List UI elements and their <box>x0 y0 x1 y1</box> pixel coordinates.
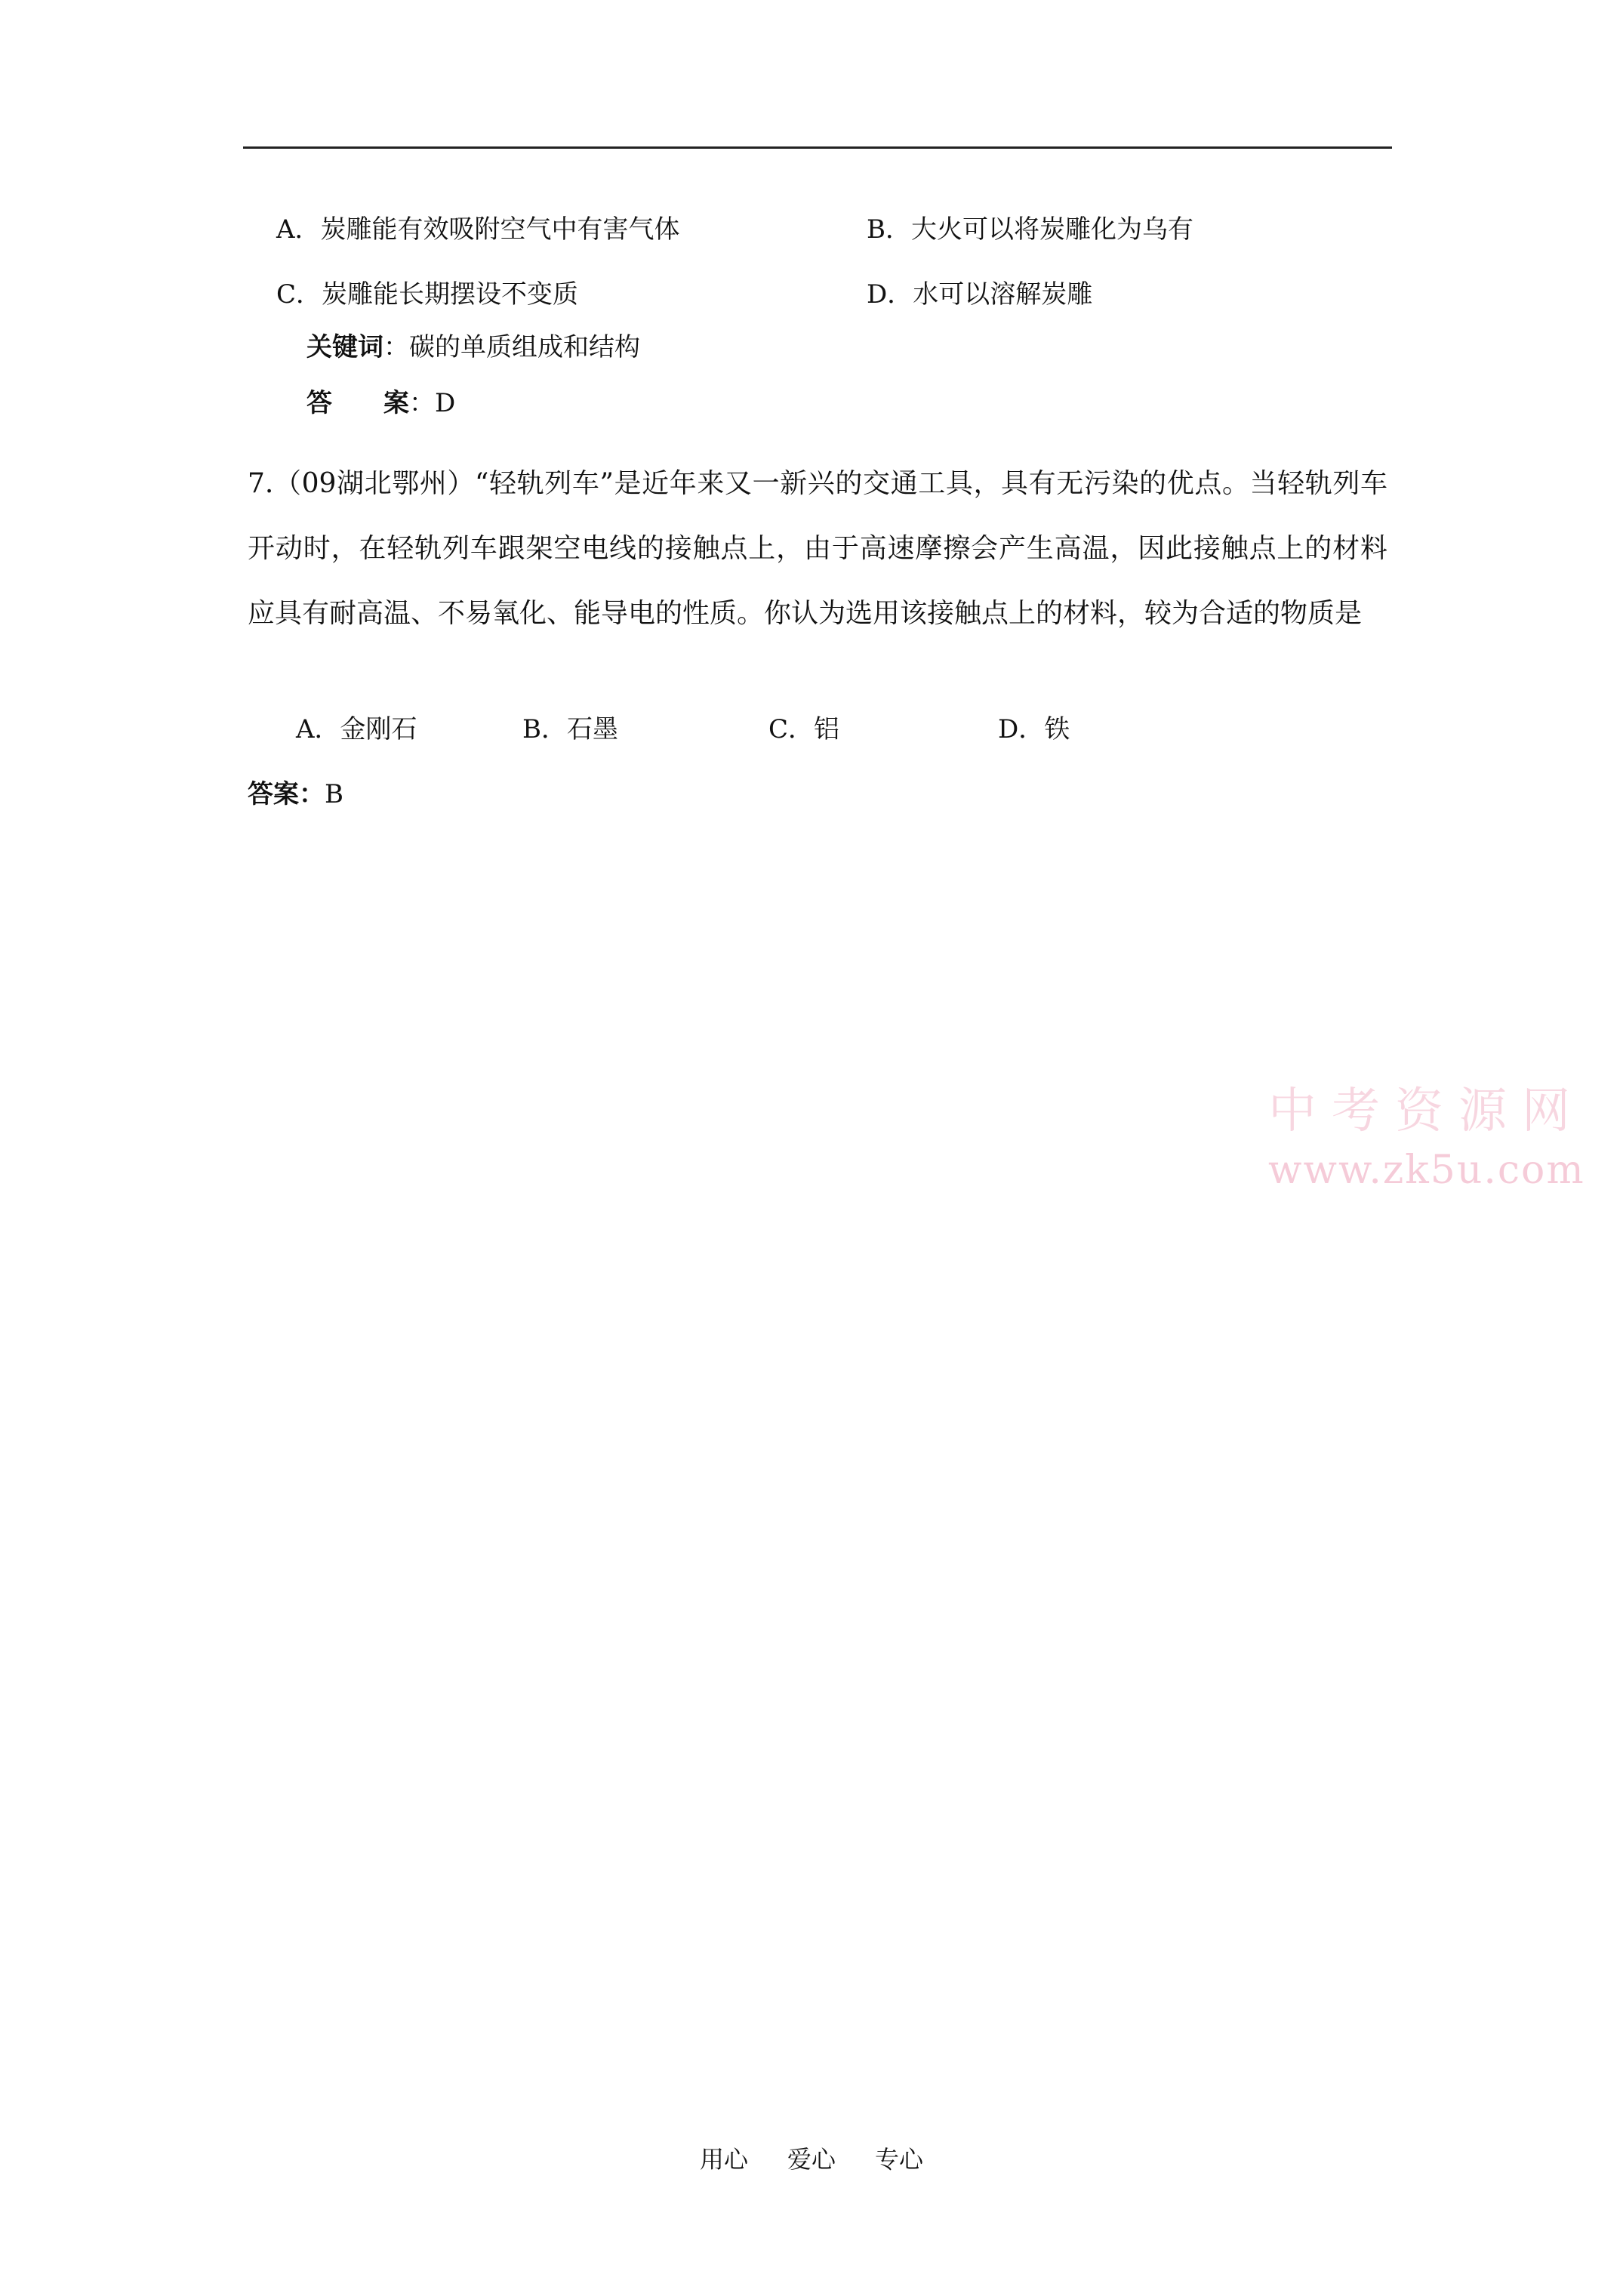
q7-option-d: D．铁 <box>998 714 1070 744</box>
keyword-label: 关键词 <box>306 332 383 362</box>
q6-option-c: C．炭雕能长期摆设不变质 <box>276 279 579 310</box>
q7-answer <box>248 778 343 811</box>
header-rule <box>243 146 1392 149</box>
footer-item: 专心 <box>875 2145 924 2174</box>
q7-option-c: C．铝 <box>768 714 840 744</box>
footer-item: 用心 <box>699 2145 748 2174</box>
q7-answer-text: B <box>325 779 343 809</box>
q6-answer <box>306 387 455 420</box>
q6-keyword <box>306 331 640 364</box>
watermark-site-name: 中考资源网 <box>1268 1083 1585 1139</box>
keyword-text: ：碳的单质组成和结构 <box>383 332 640 362</box>
q6-option-a: A．炭雕能有效吸附空气中有害气体 <box>276 214 680 245</box>
answer-label: 答 案 <box>306 388 409 418</box>
watermark-url: www.zk5u.com <box>1268 1148 1585 1193</box>
footer-item: 爱心 <box>787 2145 836 2174</box>
q7-answer-label: 答案： <box>248 779 325 809</box>
answer-text: ：D <box>409 388 456 418</box>
page-footer <box>0 2144 1623 2174</box>
q7-question: 7.（09湖北鄂州）“轻轨列车”是近年来又一新兴的交通工具，具有无污染的优点。当轻轨列车开动时，在轻轨列车跟架空电线的接触点上，由于高速摩擦会产生高温，因此接触点上的材料应具有耐高温、不易氧化、能导电的性质。你认为选用该接触点上的材料，较为合适的物质是 <box>248 468 1387 629</box>
q6-option-d: D．水可以溶解炭雕 <box>867 279 1093 310</box>
q7-option-b: B．石墨 <box>522 714 618 744</box>
q6-option-b: B．大火可以将炭雕化为乌有 <box>867 214 1193 245</box>
q7-option-a: A．金刚石 <box>296 714 417 744</box>
